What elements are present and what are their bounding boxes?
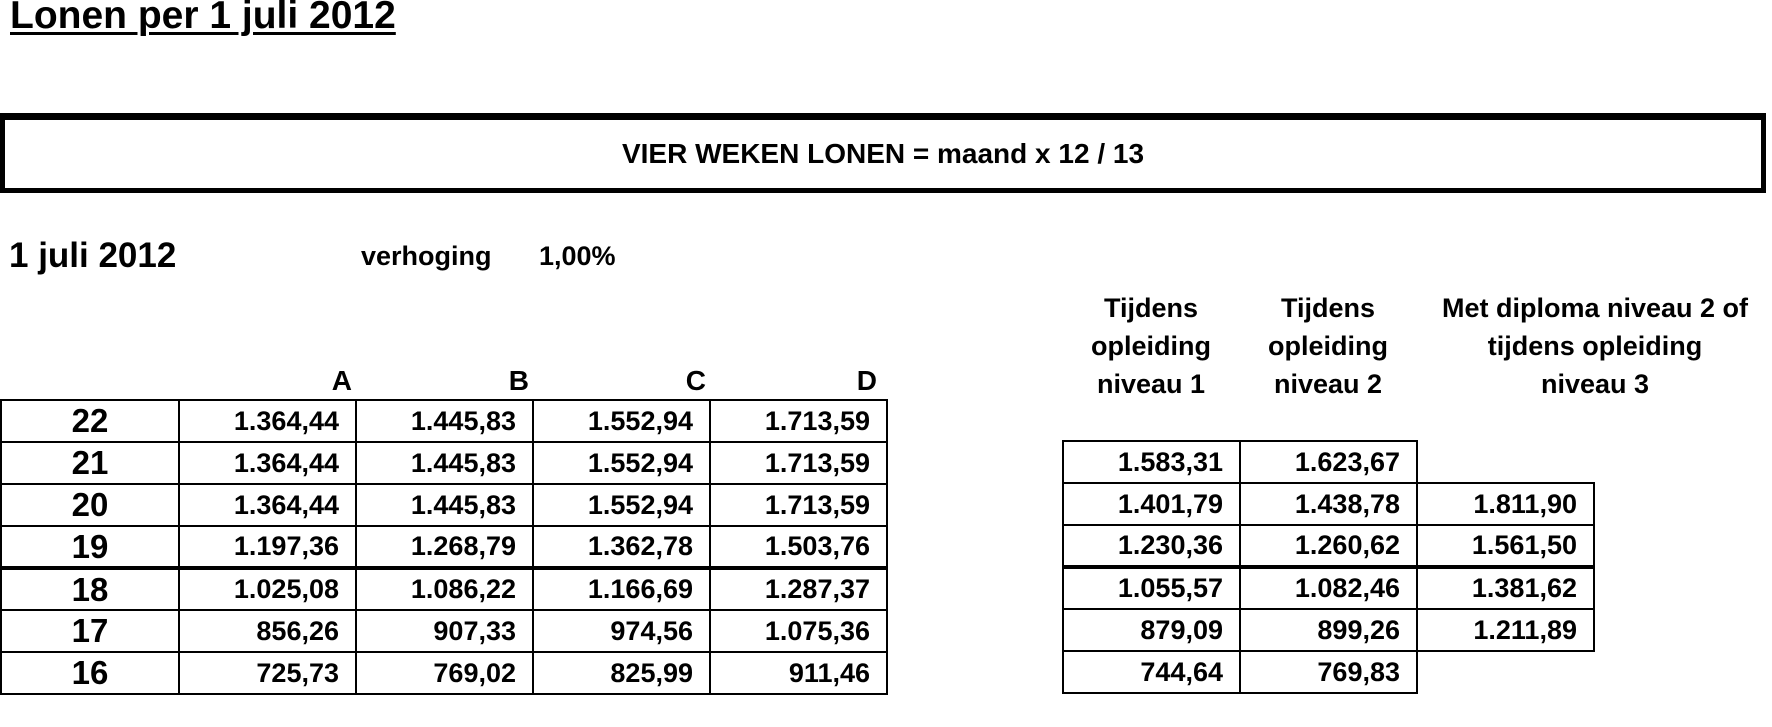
table-row: [1, 484, 887, 526]
value-cell-d: 911,46: [710, 652, 887, 694]
value-cell-niveau-1: 1.055,57: [1063, 567, 1240, 609]
increase-label: verhoging: [361, 241, 492, 271]
value-cell-d: 1.287,37: [710, 568, 887, 610]
value-cell-c: 1.552,94: [533, 484, 710, 526]
formula-banner: [0, 113, 1766, 193]
value-cell-niveau-3: 1.381,62: [1417, 567, 1594, 609]
header-line: niveau 3: [1540, 369, 1650, 399]
table-row: [1, 442, 887, 484]
value-cell-niveau-3-empty: [1417, 441, 1594, 483]
value-cell-b: 1.445,83: [356, 442, 533, 484]
page-title: Lonen per 1 juli 2012: [10, 0, 396, 37]
salary-table-opleiding: [1062, 399, 1595, 694]
value-cell-niveau-2: 1.260,62: [1240, 525, 1417, 567]
value-cell-a: 1.197,36: [179, 526, 356, 568]
header-opleiding-niveau-1: [1063, 289, 1239, 403]
value-cell-niveau-2: 1.438,78: [1240, 483, 1417, 525]
value-cell-d: 1.075,36: [710, 610, 887, 652]
table-row: [1063, 651, 1594, 693]
header-line: Met diploma niveau 2 of: [1441, 293, 1749, 323]
schaal-cell: 18: [1, 568, 179, 610]
increase-value: 1,00%: [539, 241, 616, 271]
header-line: opleiding: [1091, 331, 1211, 361]
value-cell-niveau-3: 1.211,89: [1417, 609, 1594, 651]
header-line: Tijdens: [1280, 293, 1376, 323]
value-cell-c: 1.552,94: [533, 442, 710, 484]
value-cell-a: 1.364,44: [179, 442, 356, 484]
schaal-cell: 21: [1, 442, 179, 484]
header-line: niveau 2: [1273, 369, 1383, 399]
header-diploma-niveau-3: [1418, 289, 1772, 403]
table-row: [1, 652, 887, 694]
value-cell-niveau-2-empty: [1240, 399, 1417, 441]
value-cell-a: 1.364,44: [179, 400, 356, 442]
value-cell-a: 725,73: [179, 652, 356, 694]
value-cell-niveau-3-empty: [1417, 399, 1594, 441]
table-row: [1063, 483, 1594, 525]
value-cell-c: 974,56: [533, 610, 710, 652]
header-line: niveau 1: [1096, 369, 1206, 399]
value-cell-d: 1.713,59: [710, 484, 887, 526]
column-header-d: D: [856, 365, 877, 396]
value-cell-b: 1.445,83: [356, 484, 533, 526]
value-cell-b: 1.268,79: [356, 526, 533, 568]
formula-text: VIER WEKEN LONEN = maand x 12 / 13: [621, 138, 1145, 169]
value-cell-niveau-1: 1.401,79: [1063, 483, 1240, 525]
value-cell-c: 1.552,94: [533, 400, 710, 442]
table-row: [1063, 525, 1594, 567]
value-cell-a: 1.025,08: [179, 568, 356, 610]
value-cell-niveau-1: 879,09: [1063, 609, 1240, 651]
value-cell-d: 1.503,76: [710, 526, 887, 568]
header-line: Tijdens: [1103, 293, 1199, 323]
value-cell-niveau-2: 899,26: [1240, 609, 1417, 651]
value-cell-d: 1.713,59: [710, 400, 887, 442]
table-row: [1, 400, 887, 442]
value-cell-c: 825,99: [533, 652, 710, 694]
value-cell-niveau-3-empty: [1417, 651, 1594, 693]
value-cell-niveau-2: 1.082,46: [1240, 567, 1417, 609]
value-cell-a: 1.364,44: [179, 484, 356, 526]
schaal-cell: 16: [1, 652, 179, 694]
effective-date: 1 juli 2012: [9, 236, 177, 275]
table-row: [1063, 399, 1594, 441]
value-cell-niveau-1: 744,64: [1063, 651, 1240, 693]
value-cell-niveau-1: 1.230,36: [1063, 525, 1240, 567]
table-row: [1063, 609, 1594, 651]
header-line: opleiding: [1268, 331, 1388, 361]
value-cell-c: 1.362,78: [533, 526, 710, 568]
schaal-cell: 17: [1, 610, 179, 652]
value-cell-c: 1.166,69: [533, 568, 710, 610]
column-header-c: C: [685, 365, 706, 396]
header-line: tijdens opleiding: [1487, 331, 1703, 361]
schaal-cell: 22: [1, 400, 179, 442]
value-cell-a: 856,26: [179, 610, 356, 652]
value-cell-niveau-1-empty: [1063, 399, 1240, 441]
table-row: [1063, 441, 1594, 483]
schaal-cell: 20: [1, 484, 179, 526]
value-cell-b: 1.086,22: [356, 568, 533, 610]
table-row: [1, 568, 887, 610]
value-cell-niveau-2: 1.623,67: [1240, 441, 1417, 483]
schaal-cell: 19: [1, 526, 179, 568]
salary-table-abcd: [0, 399, 888, 695]
value-cell-b: 769,02: [356, 652, 533, 694]
value-cell-niveau-2: 769,83: [1240, 651, 1417, 693]
value-cell-niveau-3: 1.811,90: [1417, 483, 1594, 525]
column-header-a: A: [331, 365, 352, 396]
value-cell-niveau-3: 1.561,50: [1417, 525, 1594, 567]
value-cell-d: 1.713,59: [710, 442, 887, 484]
column-header-b: B: [508, 365, 529, 396]
value-cell-b: 907,33: [356, 610, 533, 652]
table-row: [1063, 567, 1594, 609]
value-cell-niveau-1: 1.583,31: [1063, 441, 1240, 483]
table-row: [1, 610, 887, 652]
header-opleiding-niveau-2: [1240, 289, 1416, 403]
table-row: [1, 526, 887, 568]
value-cell-b: 1.445,83: [356, 400, 533, 442]
